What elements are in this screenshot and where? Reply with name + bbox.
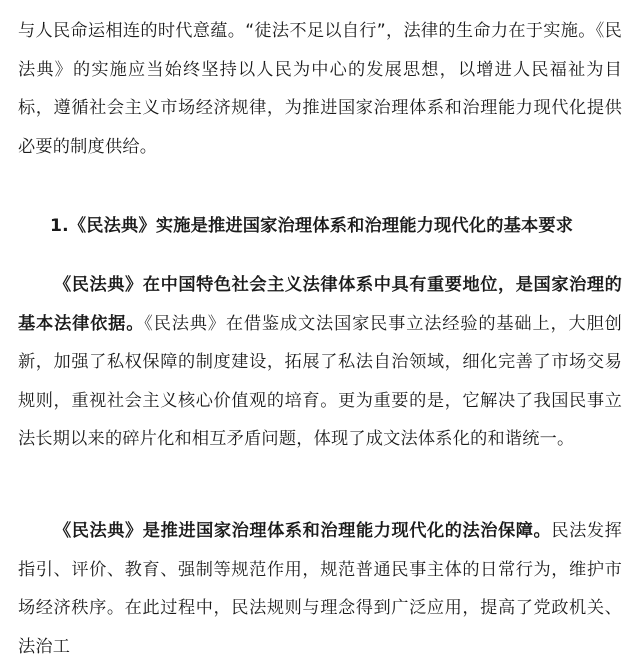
rule-of-law-guarantee-paragraph [0, 512, 640, 666]
civil-code-status-lead: 《民法典》在中国特色社会主义法律体系中具有重要地位，是国家治理的基本法律依据。 [18, 275, 622, 334]
rule-of-law-guarantee-text: 民法发挥指引、评价、教育、强制等规范作用，规范普通民事主体的日常行为，维护市场经济秩序。在此过程中，民法规则与理念得到广泛应用，提高了党政机关、法治工 [18, 521, 622, 657]
civil-code-status-paragraph [0, 266, 640, 459]
section-heading: 1.《民法典》实施是推进国家治理体系和治理能力现代化的基本要求 [50, 216, 574, 236]
intro-paragraph: 与人民命运相连的时代意蕴。“徒法不足以自行”，法律的生命力在于实施。《民法典》的实施应当始终坚持以人民为中心的发展思想，以增进人民福祉为目标，遵循社会主义市场经济规律，为推进国家治理体系和治理能力现代化提供必要的制度供给。 [18, 21, 622, 157]
civil-code-status-text: 《民法典》在借鉴成文法国家民事立法经验的基础上，大胆创新，加强了私权保障的制度建设，拓展了私法自治领域，细化完善了市场交易规则，重视社会主义核心价值观的培育。更为重要的是，它解决了我国民事立法长期以来的碎片化和相互矛盾问题，体现了成文法体系化的和谐统一。 [18, 313, 622, 449]
rule-of-law-guarantee-lead: 《民法典》是推进国家治理体系和治理能力现代化的法治保障。 [54, 521, 552, 541]
